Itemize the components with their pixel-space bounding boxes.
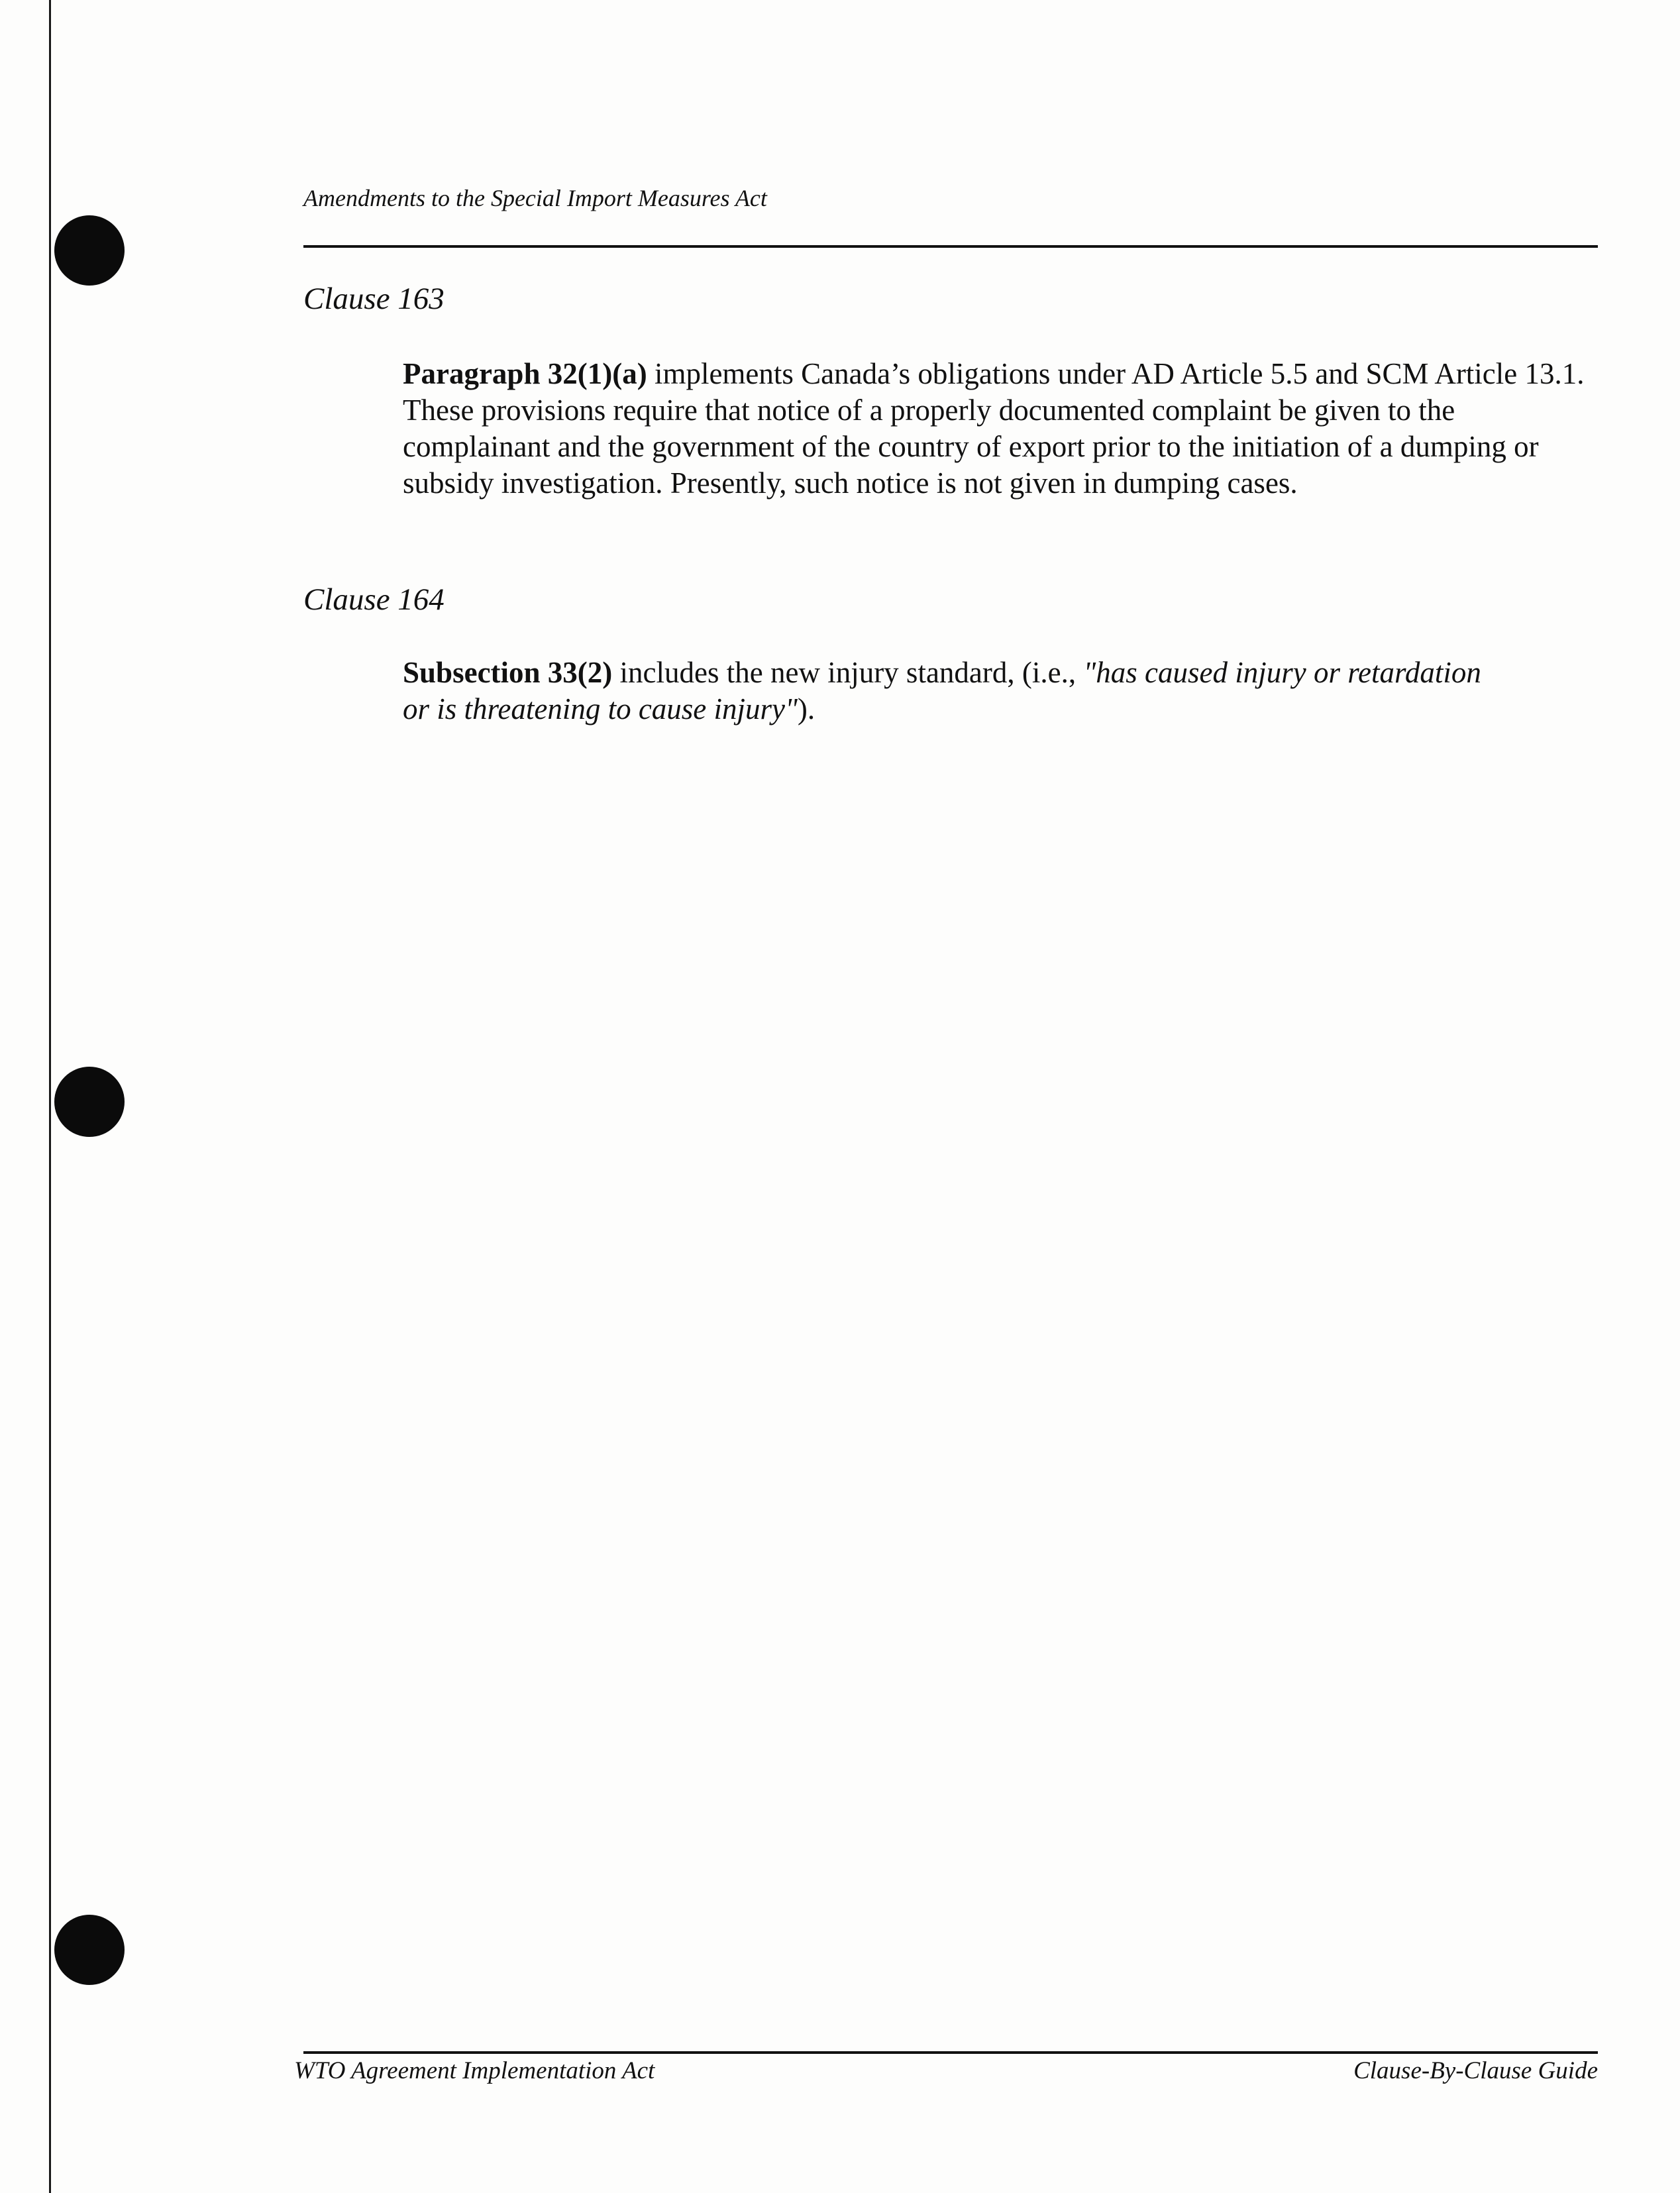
clause-164-body (403, 655, 1489, 727)
punch-hole-middle (54, 1067, 125, 1137)
clause-164-heading: Clause 164 (303, 582, 445, 617)
clause-163-text: implements Canada’s obligations under AD Article 5.5 and SCM Article 13.1. These provisions require that notice of a properly documented complaint be given to the complainant and the government of the country of export prior to the initiation of a dumping or subsidy investigation. Presently, such notice is not given in dumping cases. (403, 357, 1585, 500)
clause-164-tail: ). (797, 692, 815, 725)
running-header: Amendments to the Special Import Measures Act (303, 185, 767, 211)
footer-left: WTO Agreement Implementation Act (294, 2057, 655, 2084)
clause-163-body (403, 356, 1602, 502)
clause-164-text: includes the new injury standard, (i.e., (612, 656, 1084, 689)
clause-163-lead: Paragraph 32(1)(a) (403, 357, 647, 390)
clause-164-quote: "has caused injury or retardation or is threatening to cause injury" (403, 656, 1481, 725)
punch-hole-top (54, 215, 125, 286)
header-rule (303, 245, 1598, 248)
page-left-edge (49, 0, 51, 2193)
clause-164-lead: Subsection 33(2) (403, 656, 613, 689)
clause-163-heading: Clause 163 (303, 282, 445, 316)
footer-right: Clause-By-Clause Guide (1353, 2057, 1598, 2084)
punch-hole-bottom (54, 1915, 125, 1985)
footer-rule (303, 2051, 1598, 2054)
